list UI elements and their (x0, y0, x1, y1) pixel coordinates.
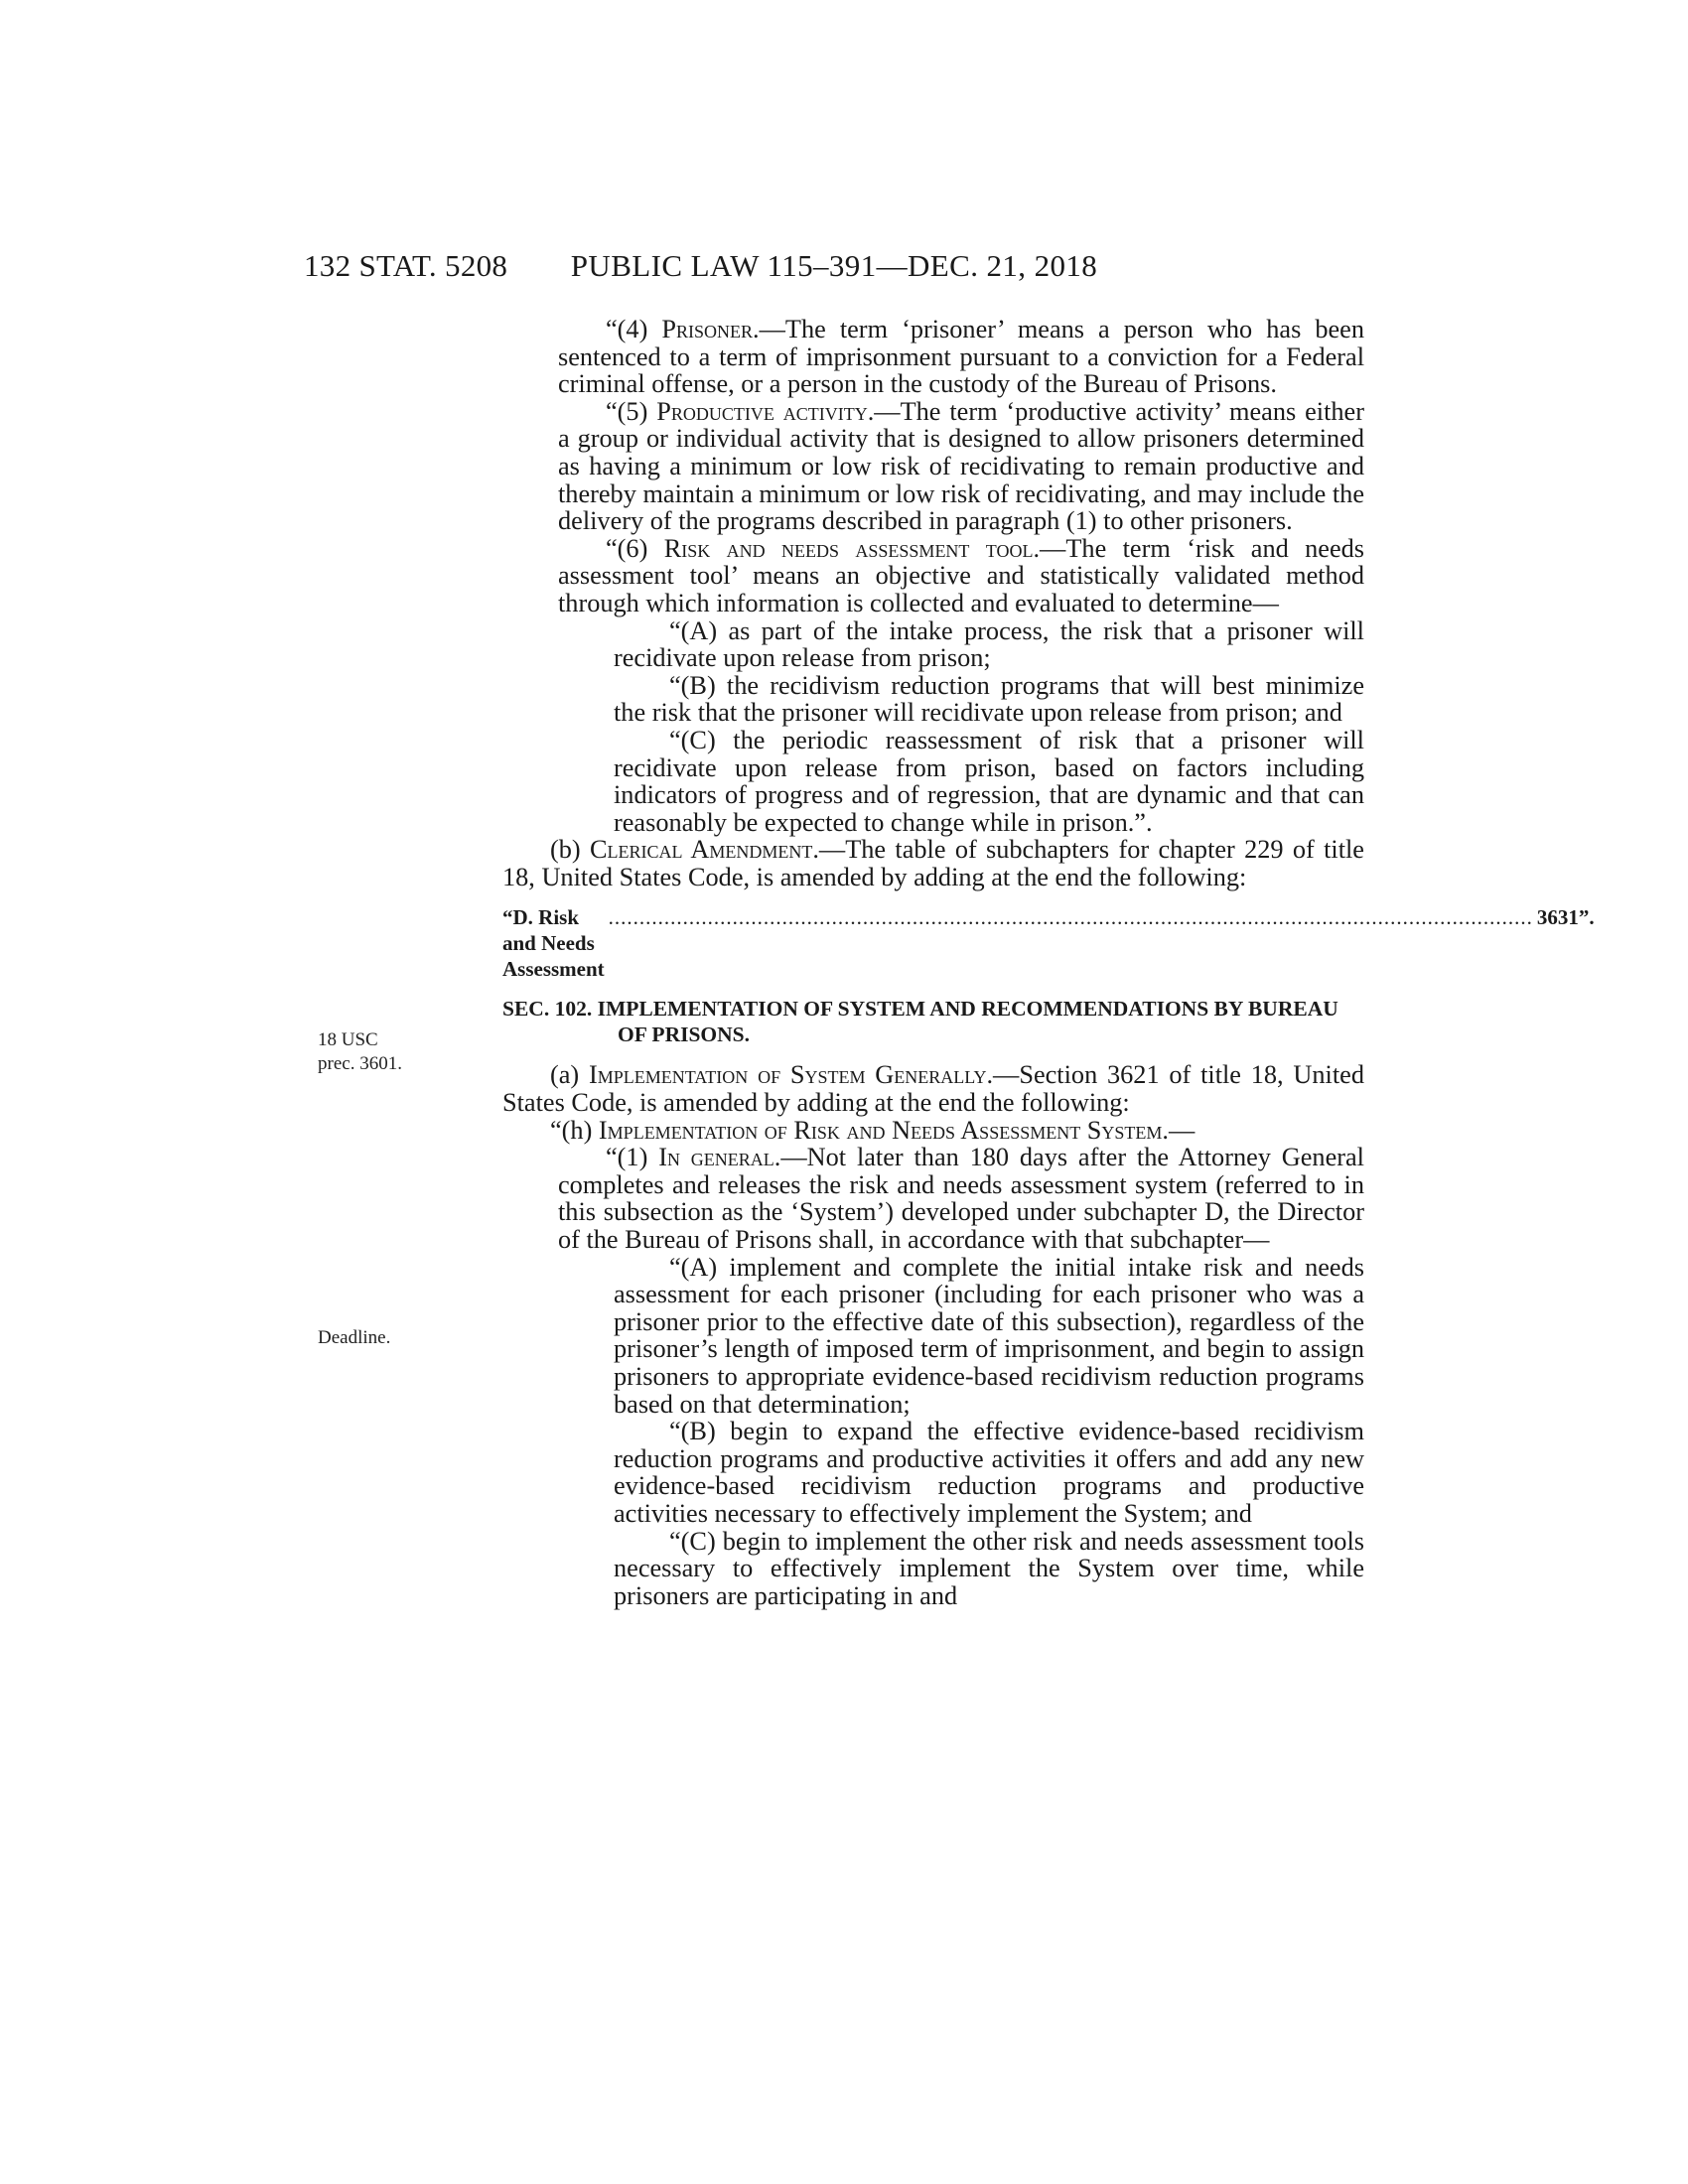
paragraph-6 (558, 535, 1364, 617)
margin-note-usc (318, 1028, 467, 1076)
paragraph-6-heading: Risk and needs assessment tool (663, 533, 1034, 563)
paragraph-b-lead: (b) (550, 835, 590, 865)
paragraph-a-heading: Implementation of System Generally (588, 1060, 987, 1090)
toc-entry-title: “D. Risk and Needs Assessment (502, 905, 605, 982)
public-law-citation: PUBLIC LAW 115–391—DEC. 21, 2018 (570, 248, 1098, 283)
paragraph-4-heading: Prisoner (661, 315, 754, 343)
statute-body (502, 315, 1595, 1610)
paragraph-6-b: “(B) the recidivism reduction programs that will best minimize the risk that the prisoner will recidivate upon release from prison; and (614, 670, 1364, 728)
section-heading: SEC. 102. IMPLEMENTATION OF SYSTEM AND RECOMMENDATIONS BY BUREAU OF PRISONS. (502, 997, 1338, 1047)
paragraph-4-text: .—The term ‘prisoner’ means a person who has been sentenced to a term of imprisonment pursuant to a conviction for a Federal criminal offense, or a person in the custody of the Bureau of Prisons. (558, 315, 1364, 399)
paragraph-h (502, 1117, 1364, 1145)
paragraph-1-lead: “(1) (606, 1143, 659, 1172)
paragraph-5 (558, 398, 1364, 535)
table-of-subchapters-entry (502, 904, 1595, 982)
page-header (304, 248, 1364, 288)
paragraph-1-a: “(A) implement and complete the initial intake risk and needs assessment for each prisoner (including for each prisoner who was a prisoner prior to the effective date of this subsection), regardless of the prisoner’s length of imposed term of imprisonment, and begin to assign prisoners to appropriate evidence-based recidivism reduction programs based on that determination; (614, 1252, 1364, 1419)
paragraph-1-b: “(B) begin to expand the effective evidence-based recidivism reduction programs and productive activities it offers and add any new evidence-based recidivism reduction programs and productive activities necessary to effectively implement the System; and (614, 1417, 1364, 1528)
paragraph-h-text: .— (1162, 1115, 1196, 1145)
paragraph-5-lead: “(5) (606, 396, 657, 426)
paragraph-1-text: .—Not later than 180 days after the Attorney General completes and releases the risk and needs assessment system (referred to in this subsection as the ‘System’) developed under subchapter D, the Director of the Bureau of Prisons shall, in accordance with that subchapter— (558, 1143, 1364, 1255)
paragraph-6-text: .—The term ‘risk and needs assessment tool’ means an objective and statistically validated method through which information is collected and evaluated to determine— (558, 533, 1364, 617)
paragraph-4-lead: “(4) (606, 315, 662, 343)
paragraph-b (502, 836, 1364, 890)
paragraph-b-heading: Clerical Amendment (589, 835, 813, 865)
paragraph-1 (558, 1144, 1364, 1253)
margin-note-usc-line1: 18 USC (318, 1029, 378, 1050)
paragraph-1-c: “(C) begin to implement the other risk and needs assessment tools necessary to effectively implement the System over time, while prisoners are participating in and (614, 1526, 1364, 1610)
paragraph-h-heading: Implementation of Risk and Needs Assessment System (598, 1115, 1163, 1145)
paragraph-5-heading: Productive activity (656, 396, 868, 426)
paragraph-1-heading: In general (658, 1143, 774, 1172)
margin-note-deadline: Deadline. (318, 1327, 391, 1348)
paragraph-a-lead: (a) (550, 1060, 589, 1090)
paragraph-5-text: .—The term ‘productive activity’ means either a group or individual activity that is designed to allow prisoners determined as having a minimum or low risk of recidivating to remain productive and thereby maintain a minimum or low risk of recidivating, and may include the delivery of the programs described in paragraph (1) to other prisoners. (558, 396, 1364, 536)
statute-page-number: 132 STAT. 5208 (304, 248, 508, 283)
toc-entry-section: 3631”. (1536, 905, 1595, 930)
paragraph-a (502, 1061, 1364, 1116)
paragraph-6-a: “(A) as part of the intake process, the risk that a prisoner will recidivate upon release from prison; (614, 615, 1364, 673)
paragraph-4 (558, 316, 1364, 398)
paragraph-6-lead: “(6) (606, 533, 664, 563)
paragraph-a-text: .—Section 3621 of title 18, United States Code, is amended by adding at the end the following: (502, 1060, 1364, 1118)
paragraph-6-c: “(C) the periodic reassessment of risk that a prisoner will recidivate upon release from prison, based on factors including indicators of progress and of regression, that are dynamic and that can reasonably be expected to change while in prison.”. (614, 725, 1364, 837)
paragraph-h-lead: “(h) (550, 1115, 599, 1145)
margin-note-usc-line2: prec. 3601. (318, 1053, 402, 1074)
paragraph-b-text: .—The table of subchapters for chapter 229 of title 18, United States Code, is amended by adding at the end the following: (502, 835, 1364, 891)
toc-leader-dots: ..................................................................................................................................................... (608, 905, 1533, 930)
